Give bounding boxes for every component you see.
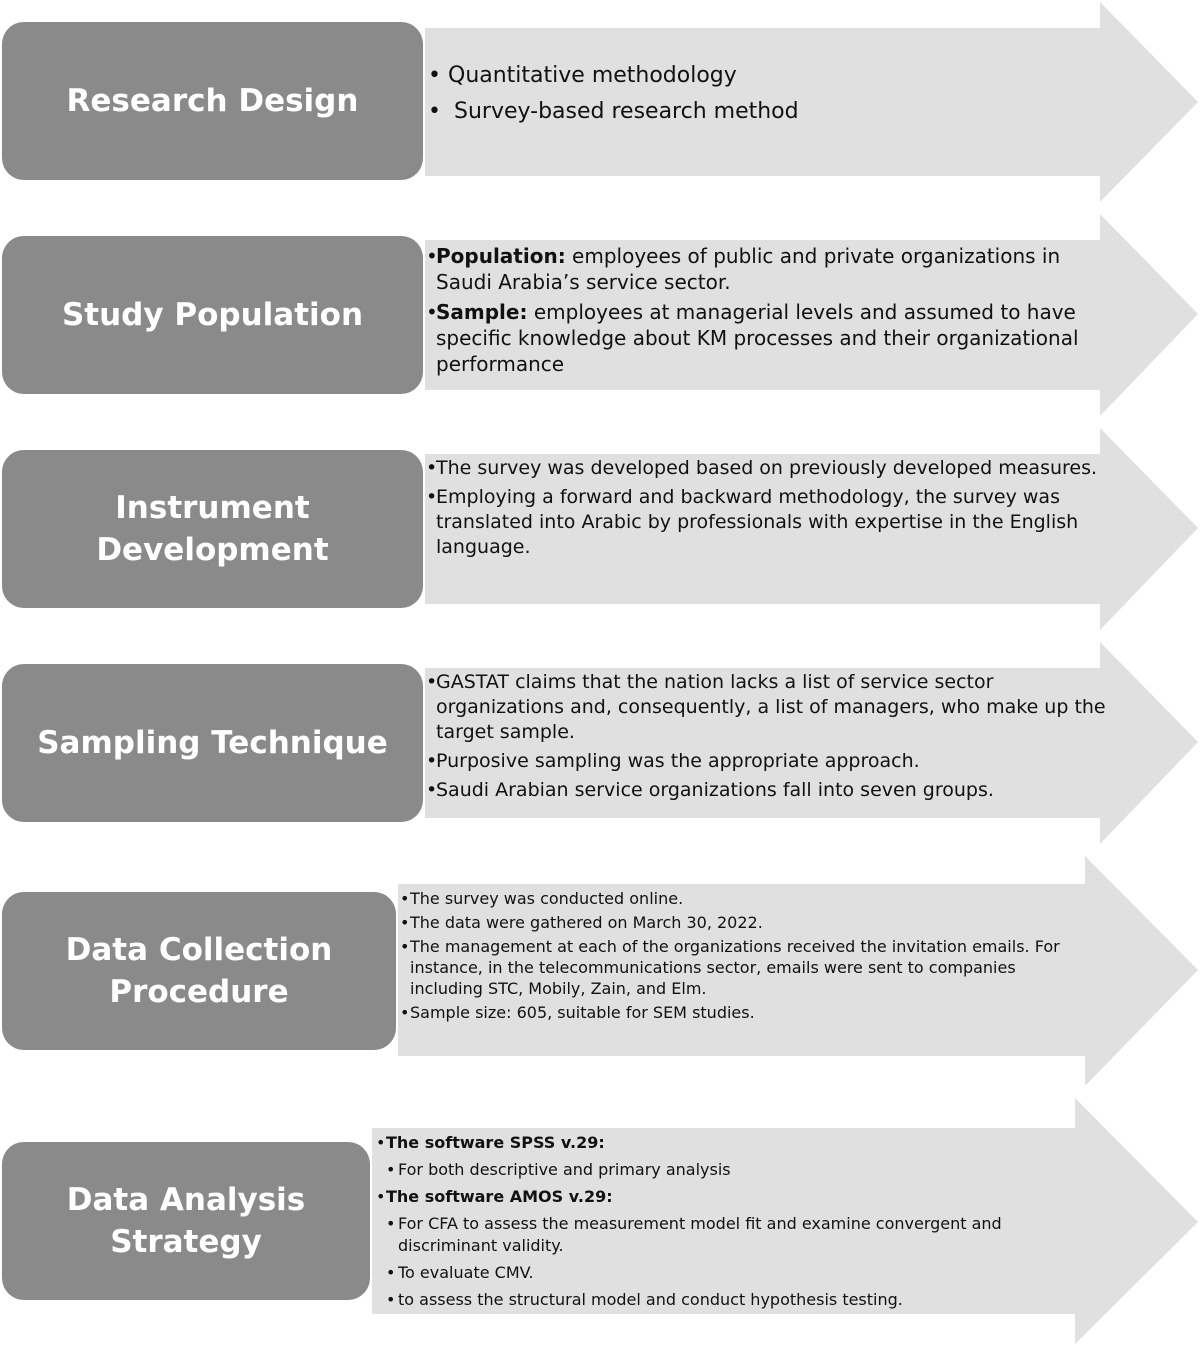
sub-bullet-item: • To evaluate CMV. — [376, 1262, 1066, 1284]
stage-box-research-design: Research Design — [2, 22, 423, 180]
bullet-item: • The software SPSS v.29: — [376, 1132, 1066, 1154]
bullet-item: • Sample size: 605, suitable for SEM studies. — [400, 1002, 1090, 1023]
stage-content-data-analysis — [376, 1132, 1066, 1311]
bullet-item: • GASTAT claims that the nation lacks a list of service sector organizations and, consequently, a list of managers, who make up the target sample. — [426, 670, 1106, 745]
stage-box-data-collection: Data Collection Procedure — [2, 892, 396, 1050]
bullet-item: • The software AMOS v.29: — [376, 1186, 1066, 1208]
stage-content-study-population — [426, 243, 1116, 381]
stage-box-instrument-development: Instrument Development — [2, 450, 423, 608]
stage-content-research-design — [428, 62, 1088, 126]
bullet-item: • Employing a forward and backward methodology, the survey was translated into Arabic by professionals with expertise in the English language. — [426, 485, 1101, 560]
stage-box-study-population: Study Population — [2, 236, 423, 394]
sub-bullet-item: • For CFA to assess the measurement model fit and examine convergent and discriminant validity. — [376, 1213, 1066, 1257]
bullet-item: • The survey was conducted online. — [400, 888, 1090, 909]
bullet-item: • Saudi Arabian service organizations fall into seven groups. — [426, 778, 1106, 803]
bullet-item: • Population: employees of public and private organizations in Saudi Arabia’s service sector. — [426, 243, 1116, 295]
bullet-item: • The management at each of the organizations received the invitation emails. For instance, in the telecommunications sector, emails were sent to companies including STC, Mobily, Zain, and Elm. — [400, 936, 1090, 999]
bullet-item: • Quantitative methodology — [428, 62, 1088, 90]
stage-box-data-analysis: Data Analysis Strategy — [2, 1142, 370, 1300]
bullet-item: • Survey-based research method — [428, 98, 1088, 126]
bullet-item: • Purposive sampling was the appropriate approach. — [426, 749, 1106, 774]
bullet-item: • Sample: employees at managerial levels and assumed to have specific knowledge about KM processes and their organizational performance — [426, 299, 1116, 377]
stage-box-sampling-technique: Sampling Technique — [2, 664, 423, 822]
bullet-item: • The data were gathered on March 30, 2022. — [400, 912, 1090, 933]
stage-content-data-collection — [400, 888, 1090, 1023]
sub-bullet-item: • For both descriptive and primary analysis — [376, 1159, 1066, 1181]
stage-content-sampling-technique — [426, 670, 1106, 807]
stage-content-instrument-development — [426, 456, 1101, 564]
sub-bullet-item: • to assess the structural model and conduct hypothesis testing. — [376, 1289, 1066, 1311]
bullet-item: • The survey was developed based on previously developed measures. — [426, 456, 1101, 481]
